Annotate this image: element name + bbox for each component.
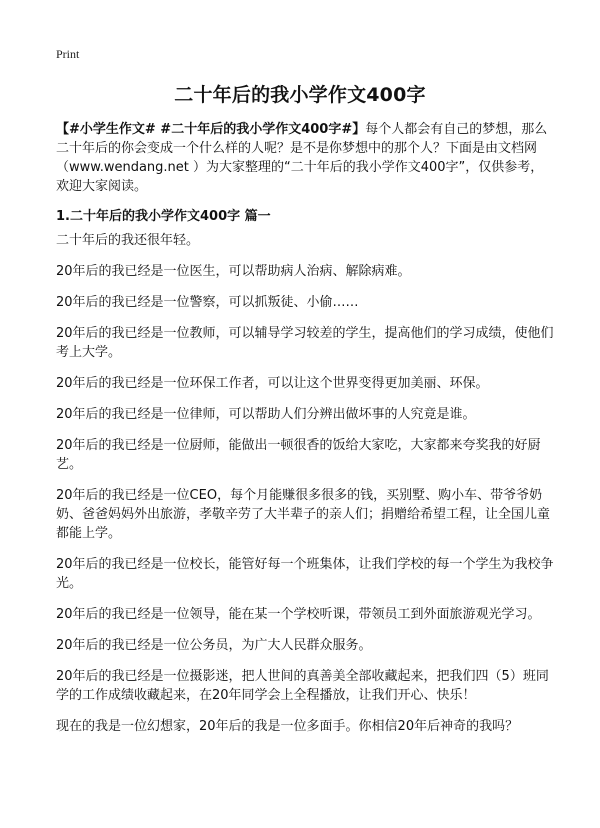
intro-text: 每个人都会有自己的梦想，那么二十年后的你会变成一个什么样的人呢？是不是你梦想中的那个人？下面是由文档网（www.wendang.net ）为大家整理的“二十年后的我小学作文400字”，仅供参考，欢迎大家阅读。: [56, 122, 548, 194]
essay-body: [56, 231, 556, 748]
essay-paragraph: 20年后的我已经是一位警察，可以抓叛徒、小偷……: [56, 295, 359, 310]
section-heading: 1.二十年后的我小学作文400字 篇一: [56, 209, 271, 224]
essay-paragraph: 20年后的我已经是一位校长，能管好每一个班集体，让我们学校的每一个学生为我校争光。: [56, 557, 554, 591]
document-title: 二十年后的我小学作文400字: [174, 84, 426, 106]
intro-tag: 【#小学生作文# #二十年后的我小学作文400字#】: [56, 122, 366, 137]
essay-paragraph: 现在的我是一位幻想家，20年后的我是一位多面手。你相信20年后神奇的我吗？: [56, 719, 519, 734]
essay-paragraph: 20年后的我已经是一位教师，可以辅导学习较差的学生，提高他们的学习成绩，使他们考上大学。: [56, 326, 554, 360]
essay-paragraph: 20年后的我已经是一位领导，能在某一个学校听课，带领员工到外面旅游观光学习。: [56, 607, 541, 622]
essay-paragraph: 20年后的我已经是一位律师，可以帮助人们分辨出做坏事的人究竟是谁。: [56, 407, 476, 422]
essay-paragraph: 二十年后的我还很年轻。: [56, 233, 200, 248]
essay-paragraph: 20年后的我已经是一位公务员，为广大人民群众服务。: [56, 638, 372, 653]
intro-paragraph: [56, 120, 556, 196]
essay-paragraph: 20年后的我已经是一位CEO，每个月能赚很多很多的钱，买别墅、购小车、带爷爷奶奶、爸爸妈妈外出旅游，孝敬辛劳了大半辈子的亲人们；捐赠给希望工程，让全国儿童都能上学。: [56, 488, 551, 541]
essay-paragraph: 20年后的我已经是一位厨师，能做出一顿很香的饭给大家吃，大家都来夸奖我的好厨艺。: [56, 438, 541, 472]
print-label: Print: [56, 47, 80, 61]
essay-paragraph: 20年后的我已经是一位环保工作者，可以让这个世界变得更加美丽、环保。: [56, 376, 489, 391]
essay-paragraph: 20年后的我已经是一位摄影迷，把人世间的真善美全部收藏起来，把我们四（5）班同学的工作成绩收藏起来，在20年同学会上全程播放，让我们开心、快乐！: [56, 669, 549, 703]
essay-paragraph: 20年后的我已经是一位医生，可以帮助病人治病、解除病难。: [56, 264, 411, 279]
